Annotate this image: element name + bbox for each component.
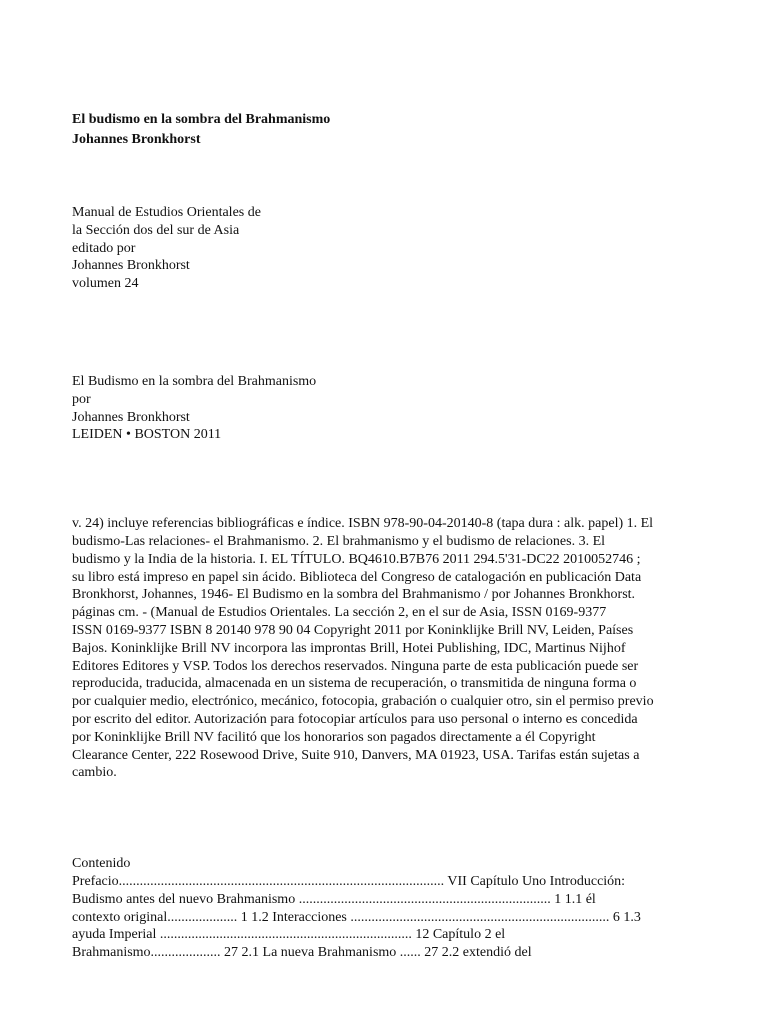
toc-line: Brahmanismo.................... 27 2.1 La nueva Brahmanismo ...... 27 2.2 extendió del [72,945,532,961]
copyright-line: v. 24) incluye referencias bibliográficas e índice. ISBN 978-90-04-20140-8 (tapa dura : alk. papel) 1. El [72,516,654,532]
copyright-line: Editores Editores y VSP. Todos los derechos reservados. Ninguna parte de esta publicación puede ser [72,658,639,674]
book-block [72,373,704,444]
copyright-line: por escrito del editor. Autorización para fotocopiar artículos para uso personal o interno es concedida [72,711,638,727]
copyright-line: budismo y la India de la historia. I. EL TÍTULO. BQ4610.B7B76 2011 294.5'31-DC22 2010052746 ; [72,551,641,567]
book-line: El Budismo en la sombra del Brahmanismo [72,373,317,389]
copyright-line: reproducida, traducida, almacenada en un sistema de recuperación, o transmitida de ninguna forma o [72,676,637,692]
copyright-line: budismo-Las relaciones- el Brahmanismo. 2. El brahmanismo y el budismo de relaciones. 3. El [72,533,606,549]
title-block [72,110,704,150]
series-line: volumen 24 [72,276,139,292]
series-line: la Sección dos del sur de Asia [72,222,240,238]
copyright-line: cambio. [72,765,117,781]
copyright-line: Bronkhorst, Johannes, 1946- El Budismo en la sombra del Brahmanismo / por Johannes Bronkhorst. [72,587,636,603]
toc-line: Prefacio............................................................................................. VII Capítulo Uno Introducción: [72,873,626,889]
series-line: editado por [72,240,136,256]
book-line: Johannes Bronkhorst [72,409,190,425]
toc-heading: Contenido [72,856,131,872]
series-line: Manual de Estudios Orientales de [72,205,261,220]
toc-line: Budismo antes del nuevo Brahmanismo ........................................................................ 1 1.1 él [72,891,596,907]
copyright-line: páginas cm. - (Manual de Estudios Orientales. La sección 2, en el sur de Asia, ISSN 0169-9377 [72,605,607,621]
book-line: LEIDEN • BOSTON 2011 [72,427,222,443]
table-of-contents [72,855,697,962]
copyright-line: por cualquier medio, electrónico, mecánico, fotocopia, grabación o cualquier otro, sin el permiso previo [72,694,654,710]
copyright-line: Bajos. Koninklijke Brill NV incorpora las improntas Brill, Hotei Publishing, IDC, Martinus Nijhof [72,640,626,656]
copyright-line: su libro está impreso en papel sin ácido. Biblioteca del Congreso de catalogación en publicación Data [72,569,642,585]
copyright-line: Clearance Center, 222 Rosewood Drive, Suite 910, Danvers, MA 01923, USA. Tarifas están sujetas a [72,747,640,763]
book-line: por [72,391,91,407]
series-block [72,204,704,293]
toc-line: ayuda Imperial ........................................................................ 12 Capítulo 2 el [72,927,506,943]
document-page [72,110,704,962]
copyright-block [72,515,702,782]
document-title: El budismo en la sombra del Brahmanismo [72,112,331,127]
copyright-line: por Koninklijke Brill NV facilitó que los honorarios son pagados directamente a él Copyright [72,729,596,745]
copyright-line: ISSN 0169-9377 ISBN 8 20140 978 90 04 Copyright 2011 por Koninklijke Brill NV, Leiden, Países [72,622,634,638]
series-line: Johannes Bronkhorst [72,258,190,274]
document-author: Johannes Bronkhorst [72,132,201,147]
toc-line: contexto original.................... 1 1.2 Interacciones .......................................................................... 6 1.3 [72,909,641,925]
